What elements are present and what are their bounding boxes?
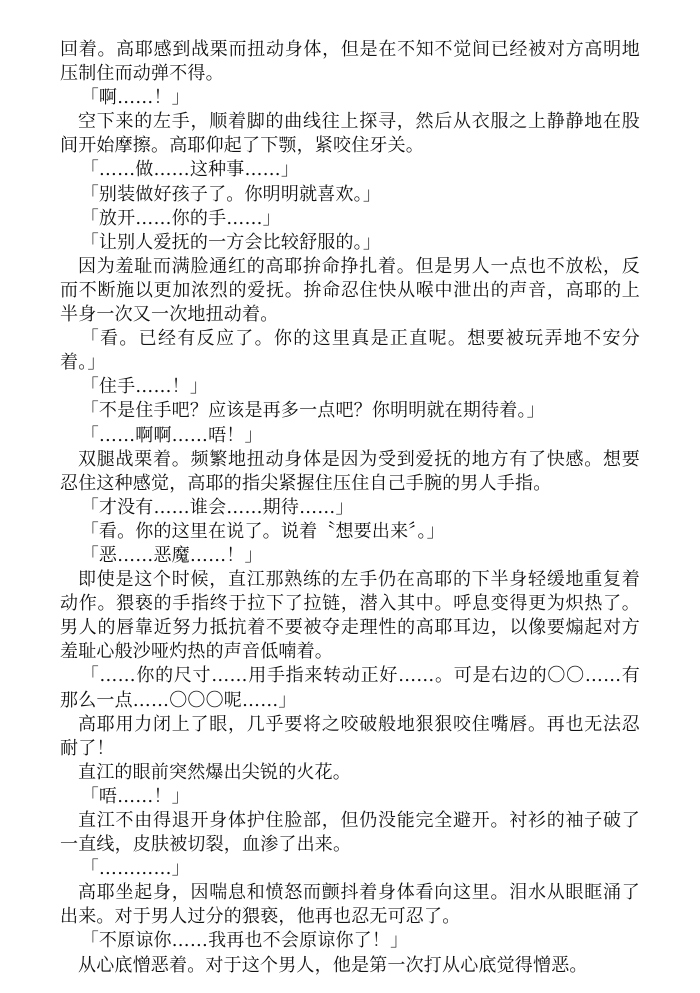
narration-paragraph: 高耶坐起身，因喘息和愤怒而颤抖着身体看向这里。泪水从眼眶涌了出来。对于男人过分的猥亵，他再也忍无可忍了。 [60, 882, 640, 928]
narration-paragraph: 直江的眼前突然爆出尖锐的火花。 [78, 761, 351, 783]
dialogue-line: 「…………」 [80, 858, 190, 880]
continued-paragraph: 回着。高耶感到战栗而扭动身体，但是在不知不觉间已经被对方高明地压制住而动弹不得。 [60, 39, 640, 85]
novel-page [60, 38, 640, 978]
narration-paragraph: 直江不由得退开身体护住脸部，但仍没能完全避开。衬衫的袖子破了一直线，皮肤被切裂，血渗了出来。 [60, 810, 640, 856]
dialogue-line: 「不原谅你……我再也不会原谅你了！」 [80, 930, 409, 952]
dialogue-line: 「唔……！」 [80, 785, 190, 807]
dialogue-line: 「看。已经有反应了。你的这里真是正直呢。想要被玩弄地不安分着。」 [60, 328, 640, 374]
dialogue-line: 「让别人爱抚的一方会比较舒服的。」 [80, 231, 382, 253]
dialogue-line: 「……做……这种事……」 [80, 159, 300, 181]
dialogue-line: 「啊……！」 [80, 87, 190, 109]
narration-paragraph: 从心底憎恶着。对于这个男人，他是第一次打从心底觉得憎恶。 [78, 954, 588, 976]
dialogue-line: 「恶……恶魔……！」 [80, 544, 263, 566]
narration-paragraph: 双腿战栗着。频繁地扭动身体是因为受到爱抚的地方有了快感。想要忍住这种感觉，高耶的指尖紧握住压住自己手腕的男人手指。 [60, 448, 640, 494]
dialogue-line: 「住手……！」 [80, 376, 209, 398]
dialogue-line: 「……你的尺寸……用手指来转动正好……。可是右边的〇〇……有那么一点……〇〇〇呢……」 [60, 665, 640, 711]
dialogue-line: 「看。你的这里在说了。说着〝想要出来〞。」 [80, 520, 445, 542]
dialogue-line: 「放开……你的手……」 [80, 207, 281, 229]
dialogue-line: 「不是住手吧？应该是再多一点吧？你明明就在期待着。」 [80, 400, 545, 422]
dialogue-line: 「别装做好孩子了。你明明就喜欢。」 [80, 183, 382, 205]
dialogue-line: 「才没有……谁会……期待……」 [80, 496, 354, 518]
narration-paragraph: 空下来的左手，顺着脚的曲线往上探寻，然后从衣服之上静静地在股间开始摩擦。高耶仰起了下颚，紧咬住牙关。 [60, 111, 640, 157]
narration-paragraph: 高耶用力闭上了眼，几乎要将之咬破般地狠狠咬住嘴唇。再也无法忍耐了！ [60, 713, 640, 759]
narration-paragraph: 即使是这个时候，直江那熟练的左手仍在高耶的下半身轻缓地重复着动作。猥亵的手指终于拉下了拉链，潜入其中。呼息变得更为炽热了。男人的唇靠近努力抵抗着不要被夺走理性的高耶耳边，以像要煽起对方羞耻心般沙哑灼热的声音低喃着。 [60, 569, 640, 663]
narration-paragraph: 因为羞耻而满脸通红的高耶拚命挣扎着。但是男人一点也不放松，反而不断施以更加浓烈的爱抚。拚命忍住快从喉中泄出的声音，高耶的上半身一次又一次地扭动着。 [60, 255, 640, 326]
dialogue-line: 「……啊啊……唔！」 [80, 424, 263, 446]
